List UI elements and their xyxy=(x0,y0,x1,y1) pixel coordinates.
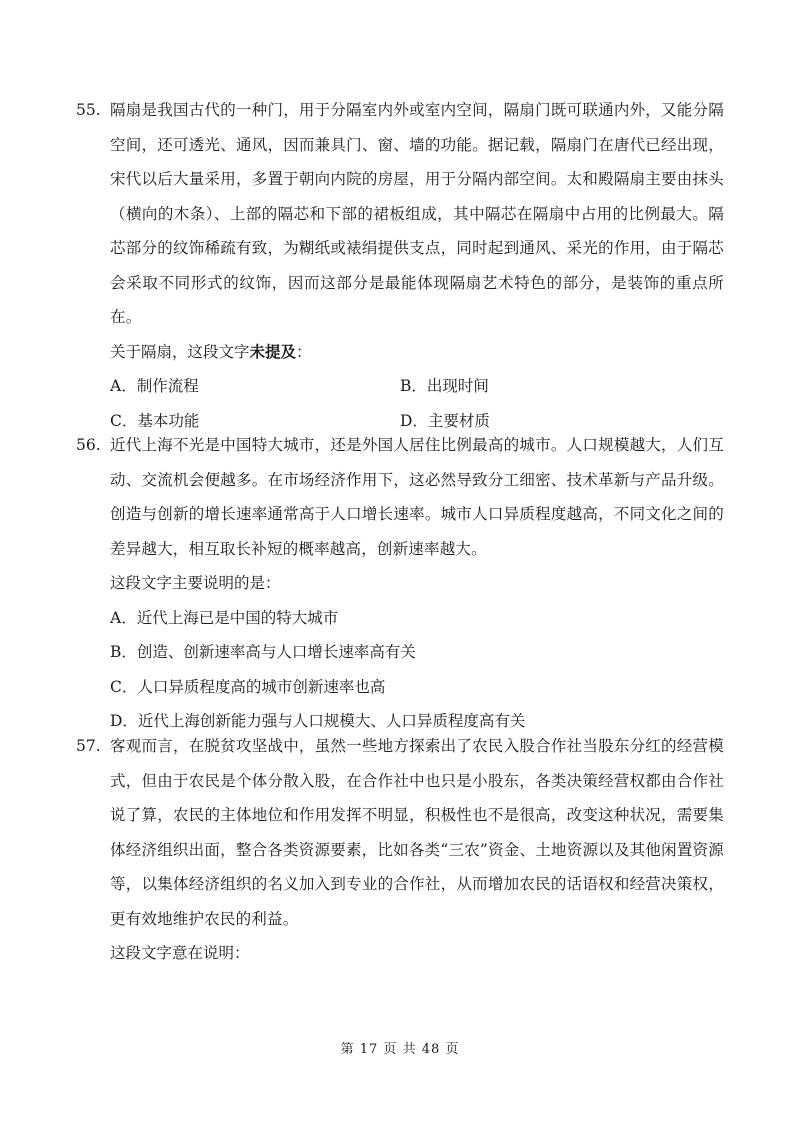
option-a[interactable]: A．近代上海已是中国的特大城市 xyxy=(110,608,339,627)
option-c[interactable]: C．基本功能 xyxy=(110,411,200,430)
question-55 xyxy=(76,93,724,438)
option-a[interactable]: A．制作流程 xyxy=(110,377,199,395)
option-d[interactable]: D．主要材质 xyxy=(400,411,490,430)
page-footer: 第 17 页 共 48 页 xyxy=(340,1042,460,1057)
option-b[interactable]: B．创造、创新速率高与人口增长速率高有关 xyxy=(110,643,416,661)
question-passage: 隔扇是我国古代的一种门，用于分隔室内外或室内空间，隔扇门既可联通内外，又能分隔空间，还可透光、通风，因而兼具门、窗、墙的功能。据记载，隔扇门在唐代已经出现，宋代以后大量采用，多置于朝向内院的房屋，用于分隔内部空间。太和殿隔扇主要由抹头（横向的木条）、上部的隔芯和下部的裙板组成，其中隔芯在隔扇中占用的比例最大。隔芯部分的纹饰稀疏有致，为糊纸或裱绢提供支点，同时起到通风、采光的作用，由于隔芯会采取不同形式的纹饰，因而这部分是最能体现隔扇艺术特色的部分，是装饰的重点所在。 xyxy=(110,101,724,326)
option-d[interactable]: D．近代上海创新能力强与人口规模大、人口异质程度高有关 xyxy=(110,712,526,730)
prompt-emphasis: 未提及 xyxy=(249,341,297,361)
option-b[interactable]: B．出现时间 xyxy=(400,377,489,395)
prompt-colon: ： xyxy=(296,342,312,361)
question-prompt: 这段文字意在说明： xyxy=(110,944,250,962)
question-57 xyxy=(76,729,724,971)
question-number: 57. xyxy=(76,737,101,755)
prompt-text: 关于隔扇，这段文字 xyxy=(110,342,250,361)
question-56 xyxy=(76,428,724,739)
question-passage: 近代上海不光是中国特大城市，还是外国人居住比例最高的城市。人口规模越大，人们互动、交流机会便越多。在市场经济作用下，这必然导致分工细密、技术革新与产品升级。创造与创新的增长速率通常高于人口增长速率。城市人口异质程度越高，不同文化之间的差异越大，相互取长补短的概率越高，创新速率越大。 xyxy=(110,436,724,558)
question-prompt xyxy=(110,335,724,370)
option-c[interactable]: C．人口异质程度高的城市创新速率也高 xyxy=(110,677,386,696)
question-passage: 客观而言，在脱贫攻坚战中，虽然一些地方探索出了农民入股合作社当股东分红的经营模式，但由于农民是个体分散入股，在合作社中也只是小股东，各类决策经营权都由合作社说了算，农民的主体地位和作用发挥不明显，积极性也不是很高，改变这种状况，需要集体经济组织出面，整合各类资源要素，比如各类“三农”资金、土地资源以及其他闲置资源等，以集体经济组织的名义加入到专业的合作社，从而增加农民的话语权和经营决策权，更有效地维护农民的利益。 xyxy=(110,737,724,928)
options-row xyxy=(110,369,724,404)
question-number: 55. xyxy=(76,101,101,119)
question-number: 56. xyxy=(76,436,101,454)
question-prompt: 这段文字主要说明的是： xyxy=(110,574,281,592)
